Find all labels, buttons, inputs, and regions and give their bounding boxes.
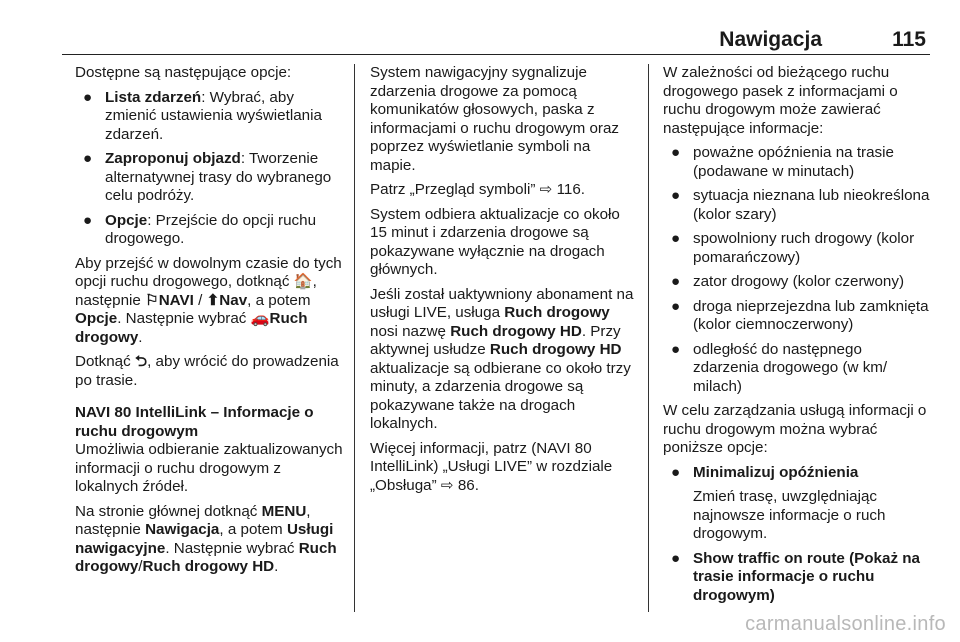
option-name: Minimalizuj opóźnienia xyxy=(693,463,859,481)
option-description: Zmień trasę, uwzględniając najnowsze informacje o ruch drogowym. xyxy=(693,488,886,542)
option-name: Opcje xyxy=(105,211,148,229)
text: następnie xyxy=(75,521,146,538)
text: . Przy aktywnej usłudze xyxy=(370,322,621,358)
column-1 xyxy=(75,64,345,583)
list-item xyxy=(663,187,931,224)
bullet-icon: ● xyxy=(671,463,681,481)
paragraph xyxy=(75,255,345,348)
text: . Następnie wybrać xyxy=(117,310,251,327)
column-3 xyxy=(663,64,931,611)
watermark: carmanualsonline.info xyxy=(745,613,946,635)
list-item xyxy=(663,298,931,335)
home-icon: 🏠 xyxy=(293,273,313,290)
paragraph: Umożliwia odbieranie zaktualizowanych informacji o ruchu drogowym z lokalnych źródeł. xyxy=(75,441,343,495)
bullet-icon: ● xyxy=(671,549,681,567)
arrow-up-icon: ⬆ xyxy=(206,291,220,309)
menu-label: MENU xyxy=(261,502,307,520)
bullet-icon: ● xyxy=(671,297,681,315)
navi-label: NAVI xyxy=(158,291,194,309)
option-name: Zaproponuj objazd xyxy=(105,150,241,167)
bullet-icon: ● xyxy=(671,230,681,247)
list-item xyxy=(663,550,931,606)
section-heading: NAVI 80 IntelliLink – Informacje o ruchu drogowym xyxy=(75,404,314,440)
text: , aby wrócić do prowadzenia po trasie. xyxy=(75,353,339,389)
bullet-icon: ● xyxy=(83,211,93,229)
paragraph: System nawigacyjny sygnalizuje zdarzenia drogowe za pomocą komunikatów głosowych, paska z informacjami o ruchu drogowym oraz poprzez wyświetlanie symboli na mapie. xyxy=(370,64,619,174)
text: . xyxy=(274,558,279,575)
bullet-icon: ● xyxy=(671,340,681,358)
section-title: Nawigacja xyxy=(719,28,822,51)
list-item xyxy=(663,273,931,292)
traffic-label: Ruch drogowy xyxy=(75,539,337,575)
options-label: Opcje xyxy=(75,310,118,327)
traffic-label: Ruch drogowy xyxy=(504,304,610,321)
text: Jeśli został uaktywniony abonament na usługi LIVE, usługa xyxy=(370,285,634,321)
list-item-text: zator drogowy (kolor czerwony) xyxy=(693,273,905,290)
list-item xyxy=(663,230,931,267)
nav-label: Nav xyxy=(219,291,248,309)
option-description: : Przejście do opcji ruchu drogowego. xyxy=(105,211,317,247)
paragraph: W celu zarządzania usługą informacji o ruchu drogowym można wybrać poniższe opcje: xyxy=(663,402,927,456)
list-item xyxy=(663,341,931,397)
column-divider xyxy=(354,64,355,612)
text: . Następnie wybrać xyxy=(165,539,299,557)
list-item-text: spowolniony ruch drogowy (kolor pomarańczowy) xyxy=(693,230,915,266)
column-2 xyxy=(370,64,638,501)
bullet-icon: ● xyxy=(671,273,681,290)
option-description: : Wybrać, aby zmienić ustawienia wyświetlania zdarzeń. xyxy=(105,88,322,143)
bullet-icon: ● xyxy=(671,144,681,161)
text: Dotknąć xyxy=(75,353,135,370)
text: , xyxy=(306,502,311,520)
traffic-hd-label: Ruch drogowy HD xyxy=(142,558,275,575)
traffic-hd-label: Ruch drogowy HD xyxy=(489,341,622,358)
text: aktualizacje są odbierane co około trzy minuty, a zdarzenia drogowe są pokazywane także na drogach lokalnych. xyxy=(370,359,631,432)
page-header xyxy=(62,26,930,55)
list-item xyxy=(663,464,931,483)
navigation-label: Nawigacja xyxy=(145,521,220,538)
back-icon: ⮌ xyxy=(134,353,148,370)
car-icon: 🚗 xyxy=(250,310,270,327)
text: Na stronie głównej dotknąć xyxy=(75,502,262,520)
paragraph: W zależności od bieżącego ruchu drogowego pasek z informacjami o ruchu drogowym może zawierać następujące informacje: xyxy=(663,64,898,137)
list-item xyxy=(663,144,931,181)
text: , a potem xyxy=(219,521,287,538)
bullet-icon: ● xyxy=(83,150,93,167)
text: . xyxy=(138,328,143,346)
option-name: Show traffic on route (Pokaż na trasie informacje o ruchu drogowym) xyxy=(693,549,920,604)
paragraph: System odbiera aktualizacje co około 15 minut i zdarzenia drogowe są pokazywane wyłącznie na drogach głównych. xyxy=(370,205,620,278)
text: , następnie xyxy=(75,273,317,309)
services-label: Usługi nawigacyjne xyxy=(75,521,334,557)
text: Aby przejść w dowolnym czasie do tych opcji ruchu drogowego, dotknąć xyxy=(75,254,342,290)
column-divider xyxy=(648,64,649,612)
cross-reference: Więcej informacji, patrz (NAVI 80 IntelliLink) „Usługi LIVE” w rozdziale „Obsługa” ⇨ 86. xyxy=(370,439,613,494)
list-item-text: sytuacja nieznana lub nieokreślona (kolor szary) xyxy=(693,187,930,223)
cross-reference: Patrz „Przegląd symboli” ⇨ 116. xyxy=(370,181,586,198)
traffic-hd-label: Ruch drogowy HD xyxy=(450,322,582,340)
bullet-icon: ● xyxy=(83,88,93,106)
option-name: Lista zdarzeń xyxy=(105,88,202,106)
text: / xyxy=(193,291,207,309)
list-item-text: droga nieprzejezdna lub zamknięta (kolor ciemnoczerwony) xyxy=(693,297,929,333)
intro-text: Dostępne są następujące opcje: xyxy=(75,64,292,81)
list-item-text: odległość do następnego zdarzenia drogowego (w km/ milach) xyxy=(693,340,888,395)
flag-icon: ⚐ xyxy=(145,291,159,309)
page-number: 115 xyxy=(892,28,926,51)
list-item xyxy=(75,212,345,249)
paragraph xyxy=(370,286,638,434)
bullet-icon: ● xyxy=(671,187,681,204)
paragraph xyxy=(75,353,345,390)
paragraph xyxy=(75,503,345,577)
text: , a potem xyxy=(247,291,311,309)
list-item xyxy=(75,150,345,206)
list-item xyxy=(75,89,345,145)
list-item-text: poważne opóźnienia na trasie (podawane w minutach) xyxy=(693,144,894,180)
text: / xyxy=(138,558,143,575)
option-description: : Tworzenie alternatywnej trasy do wybranego celu podróży. xyxy=(105,150,332,204)
traffic-label: Ruch drogowy xyxy=(75,310,308,346)
text: nosi nazwę xyxy=(370,322,451,340)
